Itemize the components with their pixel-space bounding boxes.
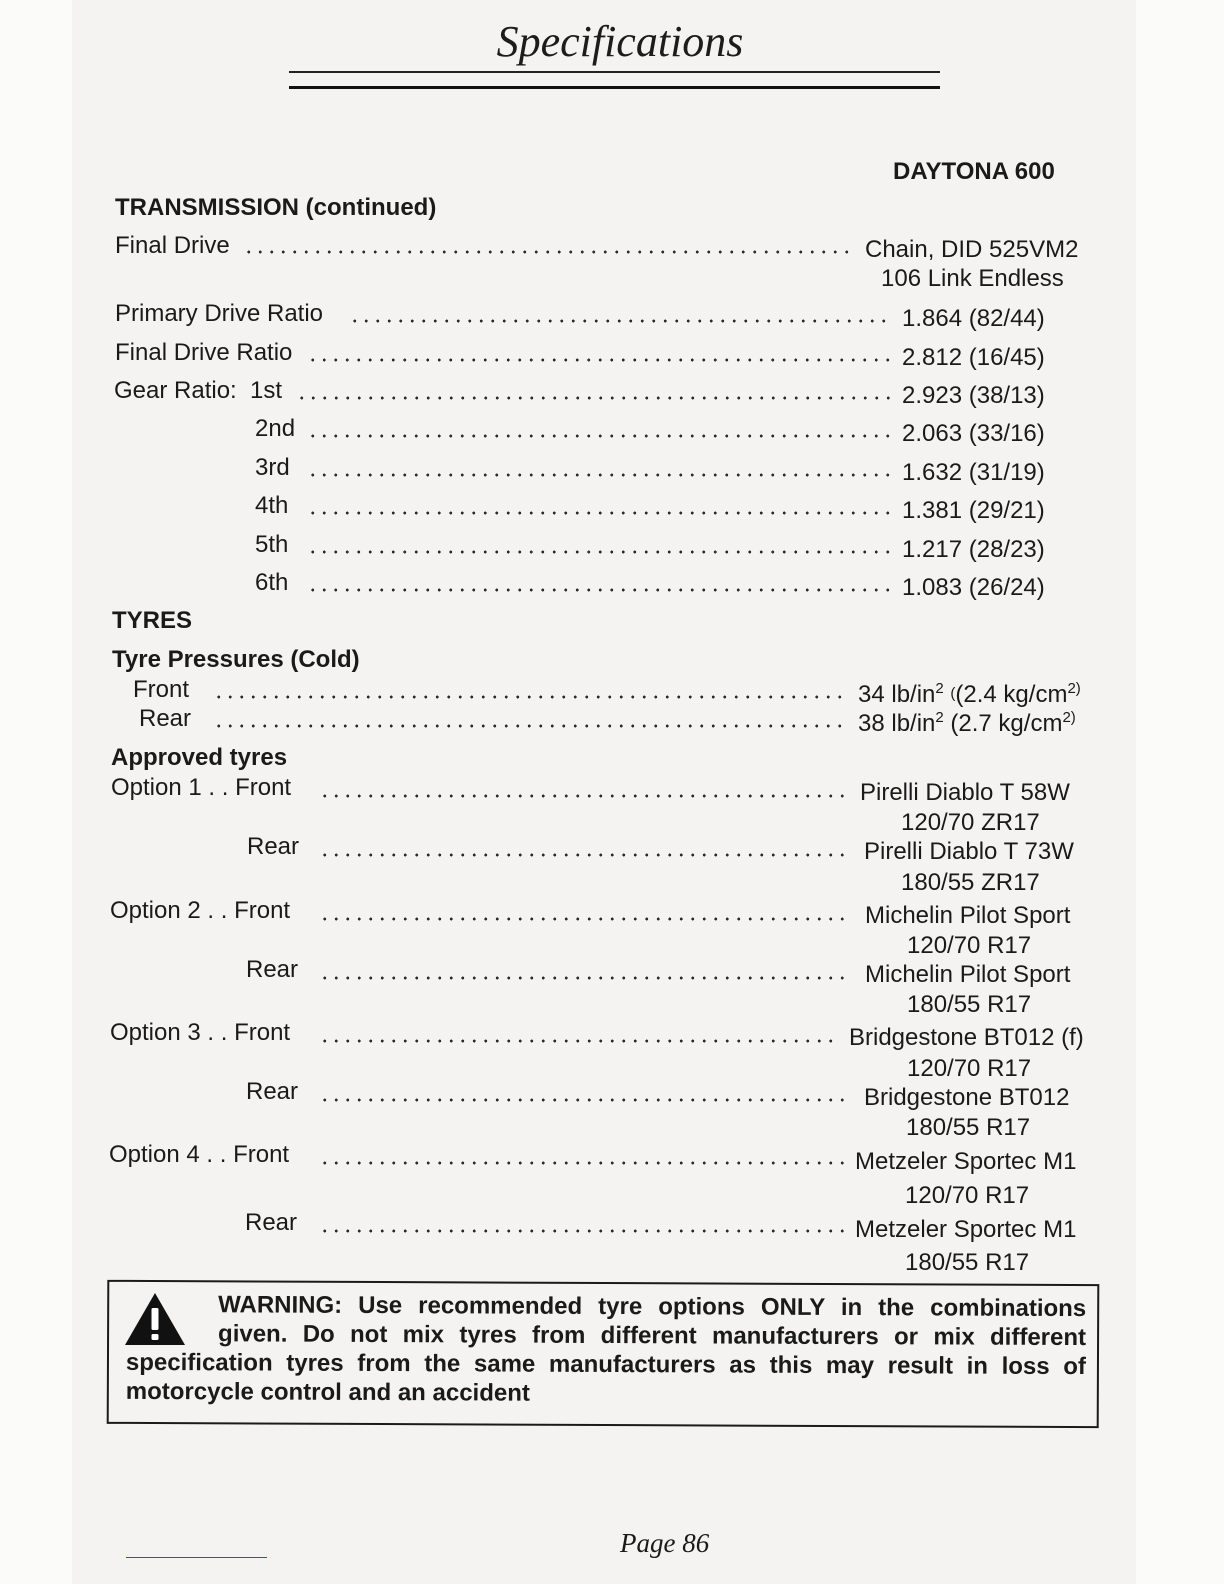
footnote-rule [126, 1557, 267, 1558]
leader-dots [307, 352, 892, 368]
leader-dots [213, 689, 849, 705]
tyres-heading: TYRES [112, 607, 193, 634]
option-4-label: Option 4 . . Front [109, 1141, 290, 1168]
warning-text: WARNING: Use recommended tyre options ONLY in the combinations given. Do not mix tyres from different manufacturers or mix different specification tyres from the same manufacturers as this may result in loss of motorcycle control and an accident [125, 1291, 1087, 1407]
leader-dots [319, 1223, 846, 1239]
option-3-label: Option 3 . . Front [110, 1019, 291, 1046]
page-margin-right [1136, 0, 1224, 1584]
option-3-rear-tyre: Bridgestone BT012 [864, 1084, 1070, 1111]
option-4-front-size: 120/70 R17 [905, 1182, 1030, 1209]
option-1-label: Option 1 . . Front [111, 774, 292, 801]
gear-3rd-label: 3rd [255, 454, 290, 481]
leader-dots [307, 505, 892, 521]
leader-dots [307, 467, 892, 483]
option-2-label: Option 2 . . Front [110, 897, 291, 924]
option-1-rear-size: 180/55 ZR17 [901, 869, 1040, 896]
leader-dots [319, 1092, 850, 1108]
option-1-front-size: 120/70 ZR17 [901, 809, 1040, 836]
gear-5th-label: 5th [255, 531, 289, 558]
model-heading: DAYTONA 600 [893, 158, 1055, 185]
leader-dots [319, 1155, 846, 1171]
gear-4th-label: 4th [255, 492, 289, 519]
final-drive-label: Final Drive [115, 232, 230, 259]
pressure-front-label: Front [133, 676, 190, 703]
option-4-rear-label: Rear [245, 1209, 298, 1236]
final-drive-ratio-value: 2.812 (16/45) [902, 344, 1045, 371]
option-2-front-tyre: Michelin Pilot Sport [865, 902, 1071, 929]
leader-dots [307, 428, 892, 444]
leader-dots [296, 390, 892, 406]
final-drive-value: Chain, DID 525VM2 [865, 236, 1079, 263]
option-3-front-size: 120/70 R17 [907, 1055, 1032, 1082]
option-2-front-size: 120/70 R17 [907, 932, 1032, 959]
option-4-rear-tyre: Metzeler Sportec M1 [855, 1216, 1077, 1243]
option-2-rear-label: Rear [246, 956, 299, 983]
option-1-rear-tyre: Pirelli Diablo T 73W [864, 838, 1074, 865]
page-margin-left [0, 0, 72, 1584]
option-3-front-tyre: Bridgestone BT012 (f) [849, 1024, 1084, 1051]
final-drive-ratio-label: Final Drive Ratio [115, 339, 293, 366]
leader-dots [319, 970, 850, 986]
gear-1st-label: 1st [250, 377, 283, 404]
option-3-rear-size: 180/55 R17 [906, 1114, 1031, 1141]
page-number: Page 86 [620, 1528, 710, 1558]
tyre-pressures-heading: Tyre Pressures (Cold) [112, 646, 360, 673]
gear-4th-value: 1.381 (29/21) [902, 497, 1045, 524]
pressure-rear-value: 38 $lb/in^2$ (2.7 $kg/cm^{2)}$ [858, 709, 1076, 737]
leader-dots [307, 582, 892, 598]
page-title: Specifications [496, 17, 744, 66]
option-1-front-tyre: Pirelli Diablo T 58W [860, 779, 1070, 806]
title-rule-top [289, 71, 940, 73]
primary-drive-ratio-label: Primary Drive Ratio [115, 300, 324, 327]
option-4-rear-size: 180/55 R17 [905, 1249, 1030, 1276]
leader-dots [319, 1033, 835, 1049]
option-4-front-tyre: Metzeler Sportec M1 [855, 1148, 1077, 1175]
final-drive-value-2: 106 Link Endless [881, 265, 1064, 292]
approved-tyres-heading: Approved tyres [111, 744, 288, 771]
leader-dots [319, 847, 850, 863]
option-2-rear-size: 180/55 R17 [907, 991, 1032, 1018]
leader-dots [243, 244, 855, 260]
transmission-heading: TRANSMISSION (continued) [115, 194, 437, 221]
title-rule-bottom [289, 86, 940, 89]
gear-2nd-label: 2nd [255, 415, 296, 442]
gear-ratio-label: Gear Ratio: [114, 377, 237, 404]
gear-3rd-value: 1.632 (31/19) [902, 459, 1045, 486]
primary-drive-ratio-value: 1.864 (82/44) [902, 305, 1045, 332]
leader-dots [307, 544, 892, 560]
option-1-rear-label: Rear [247, 833, 300, 860]
leader-dots [213, 718, 849, 734]
pressure-rear-label: Rear [139, 705, 192, 732]
gear-5th-value: 1.217 (28/23) [902, 536, 1045, 563]
gear-6th-value: 1.083 (26/24) [902, 574, 1045, 601]
gear-1st-value: 2.923 (38/13) [902, 382, 1045, 409]
leader-dots [349, 313, 892, 329]
option-3-rear-label: Rear [246, 1078, 299, 1105]
leader-dots [319, 911, 850, 927]
gear-2nd-value: 2.063 (33/16) [902, 420, 1045, 447]
leader-dots [319, 788, 850, 804]
option-2-rear-tyre: Michelin Pilot Sport [865, 961, 1071, 988]
pressure-front-value: 34 $lb/in^2$ ((2.4 $kg/cm^{2)}$ [858, 680, 1081, 708]
gear-6th-label: 6th [255, 569, 289, 596]
